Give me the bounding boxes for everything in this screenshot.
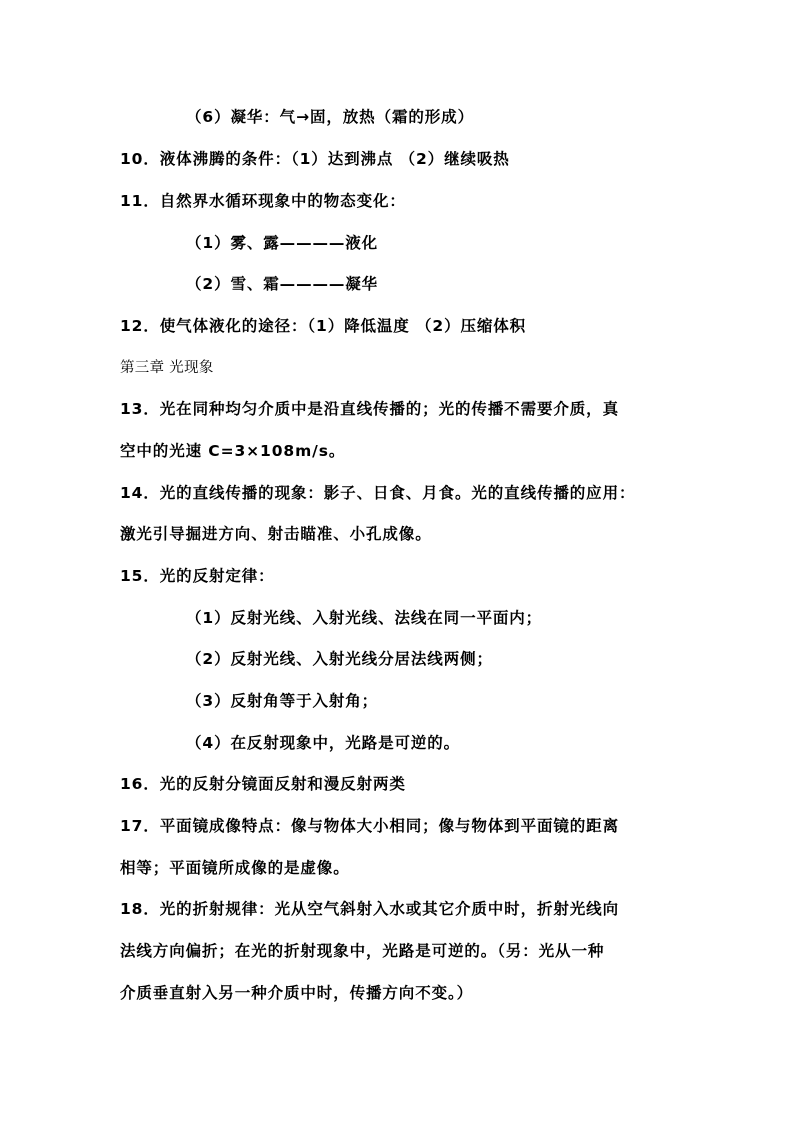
text-line: 13．光在同种均匀介质中是沿直线传播的；光的传播不需要介质，真 bbox=[120, 400, 619, 418]
text-line: 法线方向偏折；在光的折射现象中，光路是可逆的。（另：光从一种 bbox=[120, 942, 605, 960]
text-line: 18．光的折射规律：光从空气斜射入水或其它介质中时，折射光线向 bbox=[120, 900, 619, 918]
text-line: 空中的光速 C=3×108m/s。 bbox=[120, 442, 346, 460]
text-line: 11．自然界水循环现象中的物态变化： bbox=[120, 192, 406, 210]
text-line: （3）反射角等于入射角； bbox=[186, 692, 379, 710]
text-line: （6）凝华：气→固，放热（霜的形成） bbox=[186, 108, 474, 126]
text-line: 12．使气体液化的途径：（1）降低温度 （2）压缩体积 bbox=[120, 317, 527, 335]
text-line: （1）雾、露————液化 bbox=[186, 234, 379, 252]
text-line: （1）反射光线、入射光线、法线在同一平面内； bbox=[186, 609, 543, 627]
text-line: 16．光的反射分镜面反射和漫反射两类 bbox=[120, 775, 406, 793]
text-line: 介质垂直射入另一种介质中时，传播方向不变。） bbox=[120, 984, 474, 1002]
text-line: 相等；平面镜所成像的是虚像。 bbox=[120, 859, 350, 877]
text-line: 15．光的反射定律： bbox=[120, 567, 275, 585]
text-line: 14．光的直线传播的现象：影子、日食、月食。光的直线传播的应用： bbox=[120, 484, 636, 502]
text-line: （2）反射光线、入射光线分居法线两侧； bbox=[186, 650, 493, 668]
text-line: （2）雪、霜————凝华 bbox=[186, 275, 379, 293]
text-line: 17．平面镜成像特点：像与物体大小相同；像与物体到平面镜的距离 bbox=[120, 817, 619, 835]
text-line: 激光引导掘进方向、射击瞄准、小孔成像。 bbox=[120, 525, 432, 543]
text-line: （4）在反射现象中，光路是可逆的。 bbox=[186, 734, 461, 752]
text-line: 10．液体沸腾的条件：（1）达到沸点 （2）继续吸热 bbox=[120, 150, 510, 168]
chapter-heading: 第三章 光现象 bbox=[120, 360, 214, 376]
